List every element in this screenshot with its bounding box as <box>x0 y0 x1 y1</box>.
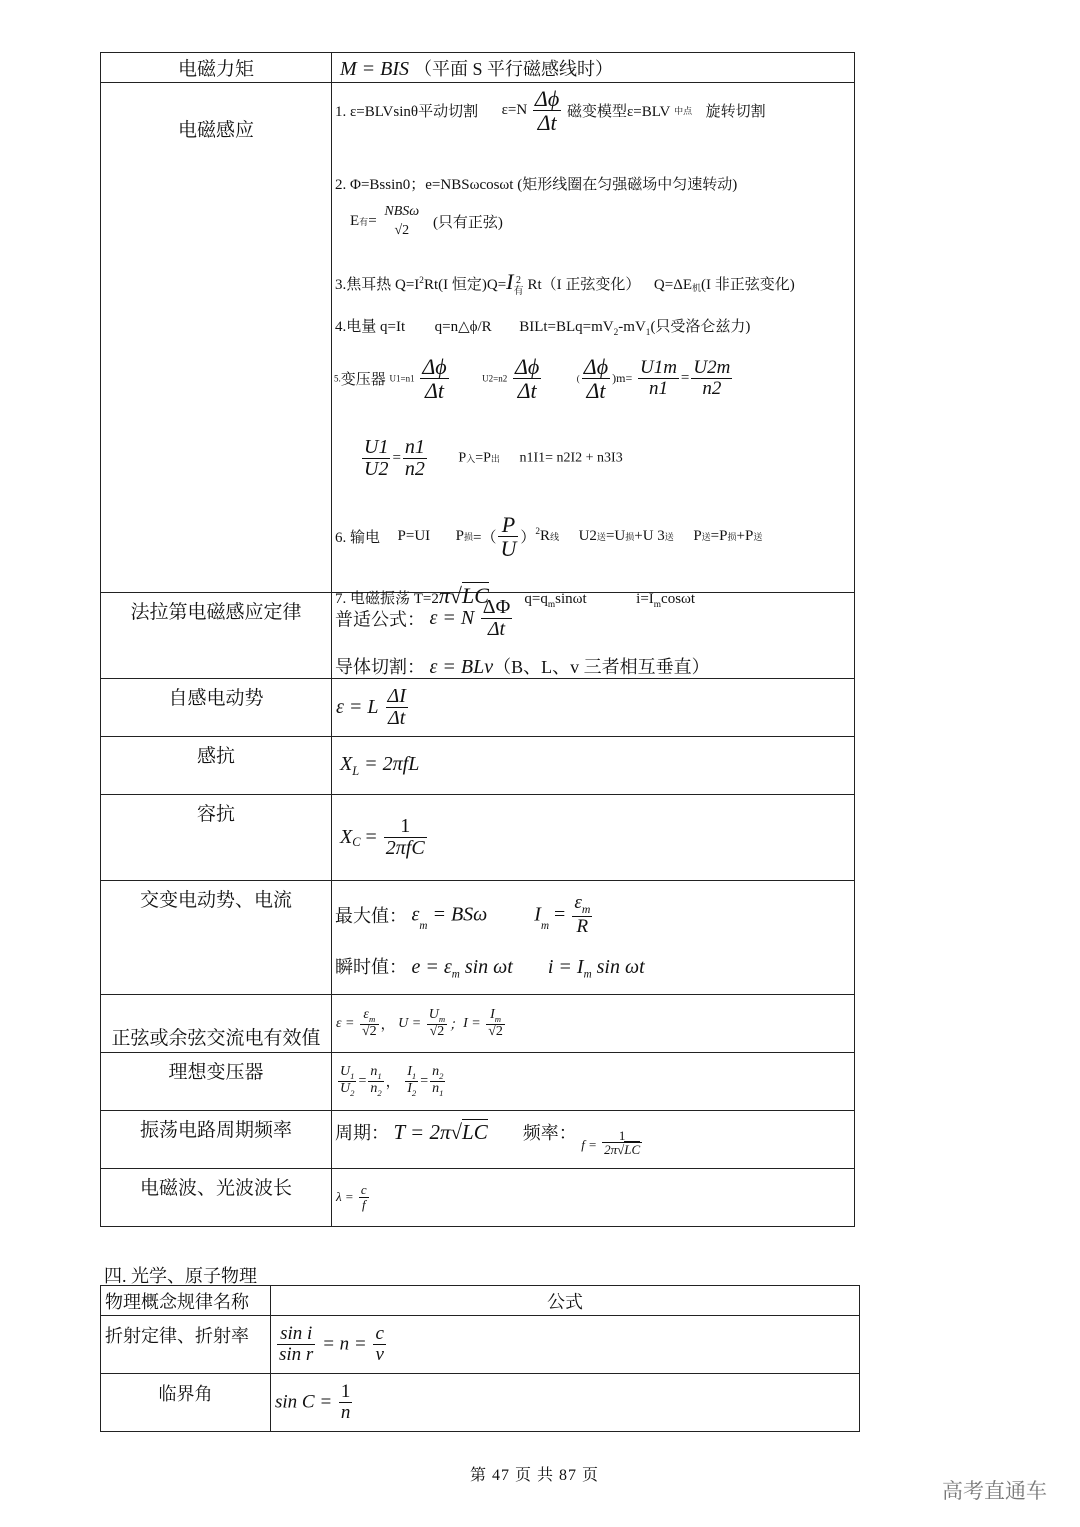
row-name <box>101 1053 332 1111</box>
text: BILt=BLq=mV <box>519 319 614 335</box>
numerator <box>430 1065 445 1082</box>
denominator: 2π√LC <box>604 1142 641 1158</box>
fraction <box>486 1008 505 1040</box>
numerator <box>427 1008 447 1025</box>
numerator: Δϕ <box>422 354 447 379</box>
denominator: Δt <box>424 378 445 404</box>
text: = 2πfL <box>359 752 420 775</box>
subscript: 1 <box>411 1070 417 1081</box>
text: ， <box>385 1075 400 1091</box>
fraction <box>481 597 512 640</box>
text: f = <box>581 1137 601 1152</box>
text: ε <box>363 1006 369 1022</box>
text: )m= <box>612 371 633 386</box>
formula-line-2: 2. Φ=Bssin0；e=NBSωcosωt (矩形线圈在匀强磁场中匀速转动) <box>335 177 738 193</box>
denominator: U2 <box>364 458 389 480</box>
fraction <box>572 893 592 937</box>
text: ε=N <box>501 102 528 119</box>
table-row <box>101 1316 860 1374</box>
text: ） <box>520 530 536 547</box>
subscript: 2 <box>350 1087 355 1098</box>
formula-line-3 <box>335 269 795 297</box>
row-formula <box>332 995 855 1053</box>
text: n1I1= n2I2 + n3I3 <box>519 450 623 466</box>
text: (只有正弦) <box>432 215 503 232</box>
radicand: 2 <box>402 222 410 238</box>
text: U <box>428 1006 439 1022</box>
page-number: 第 47 页 共 87 页 <box>470 1467 600 1484</box>
text: U <box>340 1081 351 1096</box>
formula-line-4 <box>335 315 750 338</box>
text: ( <box>576 373 580 384</box>
row-formula <box>271 1316 860 1374</box>
text: = <box>368 213 377 230</box>
text: X <box>340 752 353 775</box>
text: 最大值： <box>335 906 407 927</box>
table-row <box>101 881 855 995</box>
text: 磁变模型ε=BLV <box>566 104 671 121</box>
denominator: √2 <box>394 222 410 238</box>
text: ； <box>449 1017 464 1033</box>
text: (I 非正弦变化) <box>701 277 795 293</box>
denominator: f <box>361 1197 366 1212</box>
fraction <box>277 1324 315 1365</box>
text: n <box>432 1064 440 1080</box>
row-name <box>101 737 332 795</box>
text: U2 <box>578 528 597 545</box>
formula-line-5b: $\frac{U1}{U2}$ = $\frac{n1}{n2}$ P入=P出 n1I1= n2I2 + n3I3 <box>364 436 623 480</box>
formula-line-7: 7. 电磁振荡 T=2π√LC $q=q_m\sin\omega t$ $i=I_m\cos\omega t$ <box>335 583 696 610</box>
text: （B、L、v 三者相互垂直） <box>493 657 710 677</box>
text: ε = N <box>429 607 475 629</box>
subscript: 2 <box>377 1087 382 1098</box>
numerator: 1 <box>602 1129 642 1144</box>
header-formula: 公式 <box>271 1286 860 1316</box>
text: I <box>490 1006 495 1022</box>
denominator: R <box>576 916 589 938</box>
text: =P <box>475 450 491 466</box>
subscript: 2 <box>411 1087 417 1098</box>
text: π <box>438 583 450 608</box>
formula-line: 周期： T = 2π√LC 频率： $_{f =}$ $\frac{1}{2\pi√LC}$ <box>335 1120 641 1158</box>
numerator: ΔI <box>387 685 406 707</box>
denominator: Δt <box>487 618 506 640</box>
denominator: U <box>500 536 517 562</box>
fraction <box>362 437 390 480</box>
text: U2=n2 <box>482 373 508 384</box>
row-formula <box>332 593 855 679</box>
fraction <box>602 1129 642 1157</box>
text: 4.电量 q=It <box>335 319 406 335</box>
superscript: 2 <box>515 274 521 286</box>
table-row <box>101 795 855 881</box>
numerator: 1 <box>384 816 427 838</box>
subscript: 中点 <box>674 106 693 117</box>
row-name-text: 感抗 <box>196 746 235 767</box>
em-formula-table <box>100 52 855 1227</box>
row-formula <box>271 1374 860 1432</box>
text: U = <box>398 1015 425 1031</box>
radicand: LC <box>462 583 489 608</box>
subscript: 1 <box>377 1070 382 1081</box>
formula-line-1 <box>335 597 514 640</box>
numerator: Δϕ <box>514 354 540 379</box>
denominator: Δt <box>537 110 557 136</box>
text: e = ε <box>411 956 452 978</box>
text: T=2 <box>413 591 439 607</box>
text: 2π <box>604 1142 618 1158</box>
text: sin ωt <box>591 956 645 978</box>
text: n <box>432 1081 440 1096</box>
fraction <box>638 358 679 399</box>
subscript: m <box>368 1013 376 1024</box>
section-title: 四. 光学、原子物理 <box>104 1266 257 1286</box>
row-name-text: 折射定律、折射率 <box>105 1326 249 1346</box>
denominator: 2πfC <box>385 837 425 859</box>
text: i=I <box>636 591 654 607</box>
subscript: 有 <box>513 285 524 297</box>
radicand: 2 <box>495 1023 503 1039</box>
denominator <box>405 1082 418 1098</box>
text: sin C = <box>275 1391 337 1413</box>
subscript: 损 <box>464 532 474 543</box>
row-name-text: 振荡电路周期频率 <box>139 1120 292 1141</box>
row-formula <box>332 53 855 83</box>
subscript: 送 <box>596 532 606 543</box>
numerator: ΔΦ <box>482 596 511 618</box>
fraction <box>339 1382 353 1423</box>
text: i = I <box>547 956 584 978</box>
subscript: m <box>547 600 556 610</box>
text: I = <box>463 1015 485 1031</box>
subscript: 2 <box>439 1070 444 1081</box>
fraction <box>691 358 732 399</box>
row-name <box>101 881 332 995</box>
text: ε = BLv <box>429 656 494 678</box>
text: =（ <box>473 530 497 547</box>
text: U <box>340 1064 351 1080</box>
denominator <box>338 1082 356 1098</box>
text: q=q <box>524 591 548 607</box>
numerator <box>486 1008 505 1025</box>
numerator: P <box>498 513 518 537</box>
text: ε = L <box>336 696 379 718</box>
numerator: Δϕ <box>583 354 609 379</box>
denominator: n2 <box>404 458 425 480</box>
row-name-text: 容抗 <box>196 804 235 825</box>
text: = <box>360 826 382 848</box>
numerator <box>572 893 592 917</box>
text: I <box>534 903 541 926</box>
row-name <box>101 995 332 1053</box>
row-name <box>101 679 332 737</box>
formula-line-5: 5.变压器 U1=n1 $\frac{\Delta\phi}{\Delta t}$ U2=n2 $\frac{\Delta\phi}{\Delta t}$ ( $\frac{\Delta\phi}{\Delta t}$ )m= $\frac{U1m}{n1}$ = $\frac{U2m}{n2}$ <box>334 354 731 404</box>
subscript: 1 <box>350 1070 355 1081</box>
text: T = 2π <box>393 1120 451 1144</box>
numerator: sin i <box>277 1324 315 1345</box>
table-row <box>101 593 855 679</box>
numerator <box>405 1065 418 1082</box>
subscript: m <box>438 1013 446 1024</box>
denominator: √2 <box>429 1023 445 1039</box>
text: =P <box>710 528 728 545</box>
text: I <box>506 269 514 294</box>
text: = n = <box>317 1333 372 1355</box>
fraction <box>386 686 408 729</box>
text: = <box>549 903 571 926</box>
text: 普适公式： <box>335 609 425 630</box>
subscript: m <box>581 902 591 916</box>
text: I <box>407 1081 412 1096</box>
numerator: c <box>360 1182 367 1198</box>
numerator: Δϕ <box>534 86 560 111</box>
formula-note: （平面 S 平行磁感线时） <box>414 58 614 79</box>
text: q=n△ϕ/R <box>434 319 492 335</box>
subscript: 1 <box>439 1087 444 1098</box>
text: 7. 电磁振荡 <box>335 591 411 607</box>
superscript: 2 <box>535 527 541 538</box>
row-formula <box>332 1111 855 1169</box>
text: 变压器 <box>340 372 386 389</box>
denominator: n2 <box>702 378 722 400</box>
fraction <box>533 87 561 134</box>
subscript: 线 <box>550 532 560 543</box>
numerator: U2m <box>693 357 731 379</box>
radicand: 2 <box>437 1023 445 1039</box>
optics-formula-table <box>100 1285 860 1432</box>
row-formula <box>332 737 855 795</box>
subscript: 送 <box>753 532 763 543</box>
subscript: m <box>583 968 592 981</box>
text: 周期： <box>335 1123 389 1143</box>
formula-line-2 <box>335 953 645 981</box>
numerator <box>360 1008 379 1025</box>
fraction <box>403 437 427 480</box>
subscript: m <box>653 600 662 610</box>
text: sinωt <box>555 591 587 607</box>
table-row <box>101 1111 855 1169</box>
subscript: C <box>352 835 361 850</box>
subscript: m <box>494 1013 502 1024</box>
radicand: 2 <box>369 1023 377 1039</box>
text: P <box>458 450 467 466</box>
denominator: Δt <box>586 378 606 404</box>
fraction <box>360 1008 379 1040</box>
row-name-text: 自感电动势 <box>168 688 264 709</box>
radicand: LC <box>462 1120 488 1144</box>
denominator: √2 <box>488 1023 503 1039</box>
text: Q=ΔE <box>653 277 693 293</box>
fraction <box>430 1065 445 1098</box>
header-name: 物理概念规律名称 <box>101 1286 271 1316</box>
denominator: sin r <box>279 1344 314 1365</box>
formula-text: M = BIS <box>340 57 410 80</box>
fraction <box>384 816 427 859</box>
text: Rt(I 恒定)Q= <box>423 277 507 293</box>
fraction <box>427 1008 447 1040</box>
text: 1. ε=BLVsinθ平动切割 <box>335 104 479 121</box>
denominator: n1 <box>648 378 668 400</box>
subscript: L <box>352 763 360 778</box>
subscript: 机 <box>692 283 702 293</box>
numerator: U1 <box>364 436 389 458</box>
row-name <box>101 593 332 679</box>
text: sin ωt <box>459 956 513 978</box>
watermark: 高考直通车 <box>942 1479 1047 1503</box>
denominator: Δt <box>517 378 537 404</box>
row-name <box>101 1374 271 1432</box>
text: +P <box>736 528 754 545</box>
fraction <box>513 355 541 402</box>
table-row <box>101 83 855 593</box>
text: ε <box>574 892 582 913</box>
row-formula <box>332 679 855 737</box>
table-row <box>101 1053 855 1111</box>
row-name: 电磁力矩 <box>101 53 332 83</box>
table-header-row <box>101 1286 860 1316</box>
subscript: 有 <box>359 217 369 228</box>
formula-line-6 <box>335 513 762 560</box>
table-row <box>101 737 855 795</box>
numerator: c <box>375 1323 384 1345</box>
text: 旋转切割 <box>705 104 766 121</box>
fraction <box>368 1065 383 1098</box>
text: 瞬时值： <box>335 957 407 977</box>
denominator: √2 <box>361 1023 377 1039</box>
row-name-text: 法拉第电磁感应定律 <box>130 602 302 623</box>
text: ε <box>411 903 420 926</box>
row-name-text: 交变电动势、电流 <box>139 890 292 911</box>
subscript: 入 <box>466 454 476 464</box>
text: n <box>370 1064 378 1080</box>
text: E <box>350 213 360 230</box>
subscript: 损 <box>625 532 635 543</box>
row-name <box>101 795 332 881</box>
text: cosωt <box>661 591 696 607</box>
text: 3.焦耳热 Q=I <box>335 277 420 293</box>
fraction <box>373 1324 385 1365</box>
row-formula <box>332 795 855 881</box>
subscript: 出 <box>490 454 500 464</box>
superscript: 2 <box>419 276 424 286</box>
text: X <box>340 826 353 848</box>
text: 导体切割： <box>335 657 425 677</box>
formula-line-2 <box>335 653 710 679</box>
text: P <box>455 528 464 545</box>
numerator: 1 <box>340 1381 351 1403</box>
fraction <box>382 205 421 238</box>
denominator: Δt <box>388 707 406 729</box>
row-name <box>101 1316 271 1374</box>
table-row <box>101 1374 860 1432</box>
fraction <box>405 1065 418 1098</box>
numerator <box>338 1065 356 1082</box>
fraction <box>420 355 448 402</box>
row-name-text: 临界角 <box>158 1384 213 1404</box>
row-name <box>101 1169 332 1227</box>
text: 频率： <box>522 1123 577 1143</box>
text: 6. 输电 <box>335 530 381 547</box>
text: ε = <box>336 1015 358 1031</box>
subscript: m <box>451 968 460 981</box>
text: P=UI <box>397 528 431 545</box>
formula-line-1 <box>335 893 594 937</box>
sup-sub-stack <box>513 275 523 297</box>
subscript: 2 <box>613 328 619 338</box>
text: (只受洛仑兹力) <box>650 319 751 335</box>
row-name-text: 理想变压器 <box>168 1062 264 1083</box>
numerator: NBSω <box>384 204 420 219</box>
table-row <box>101 1169 855 1227</box>
fraction <box>498 513 518 560</box>
text: ， <box>380 1017 395 1033</box>
formula-line-1 <box>335 87 766 134</box>
text: U1=n1 <box>389 373 415 384</box>
text: P <box>693 528 702 545</box>
row-formula <box>332 881 855 995</box>
denominator <box>368 1082 383 1098</box>
row-formula: $\frac{U_1}{U_2}$ = $\frac{n_1}{n_2}$ ， $\frac{I_1}{I_2}$ = $\frac{n_2}{n_1}$ <box>332 1053 855 1111</box>
denominator: v <box>375 1344 384 1365</box>
subscript: m <box>540 920 550 933</box>
text: =U <box>605 528 626 545</box>
text: = BSω <box>427 903 488 926</box>
subscript: m <box>419 920 428 933</box>
numerator: U1m <box>639 357 677 379</box>
numerator: n1 <box>404 436 425 458</box>
subscript: 1 <box>645 328 651 338</box>
fraction <box>582 355 610 402</box>
table-row <box>101 679 855 737</box>
subscript: 损 <box>727 532 737 543</box>
text: +U 3 <box>634 528 665 545</box>
radicand: LC <box>624 1142 641 1158</box>
text: λ = <box>336 1189 357 1205</box>
formula-line-2b <box>350 205 503 238</box>
row-name <box>101 1111 332 1169</box>
text: R <box>540 528 551 545</box>
text: I <box>407 1064 412 1080</box>
denominator: n <box>340 1402 351 1423</box>
fraction <box>359 1183 369 1211</box>
table-row <box>101 53 855 83</box>
row-name-text: 电磁波、光波波长 <box>139 1178 292 1199</box>
table-row <box>101 995 855 1053</box>
text: n <box>370 1081 378 1096</box>
subscript: 送 <box>664 532 674 543</box>
text: 5. <box>334 373 341 384</box>
text: Rt（I 正弦变化） <box>527 277 641 293</box>
row-name <box>101 83 332 593</box>
text: -mV <box>618 319 646 335</box>
row-name-text: 电磁感应 <box>177 120 254 141</box>
fraction <box>338 1065 356 1098</box>
row-formula <box>332 1169 855 1227</box>
denominator <box>430 1082 445 1098</box>
row-name-text: 正弦或余弦交流电有效值 <box>111 1028 321 1049</box>
numerator <box>368 1065 383 1082</box>
subscript: 送 <box>701 532 711 543</box>
